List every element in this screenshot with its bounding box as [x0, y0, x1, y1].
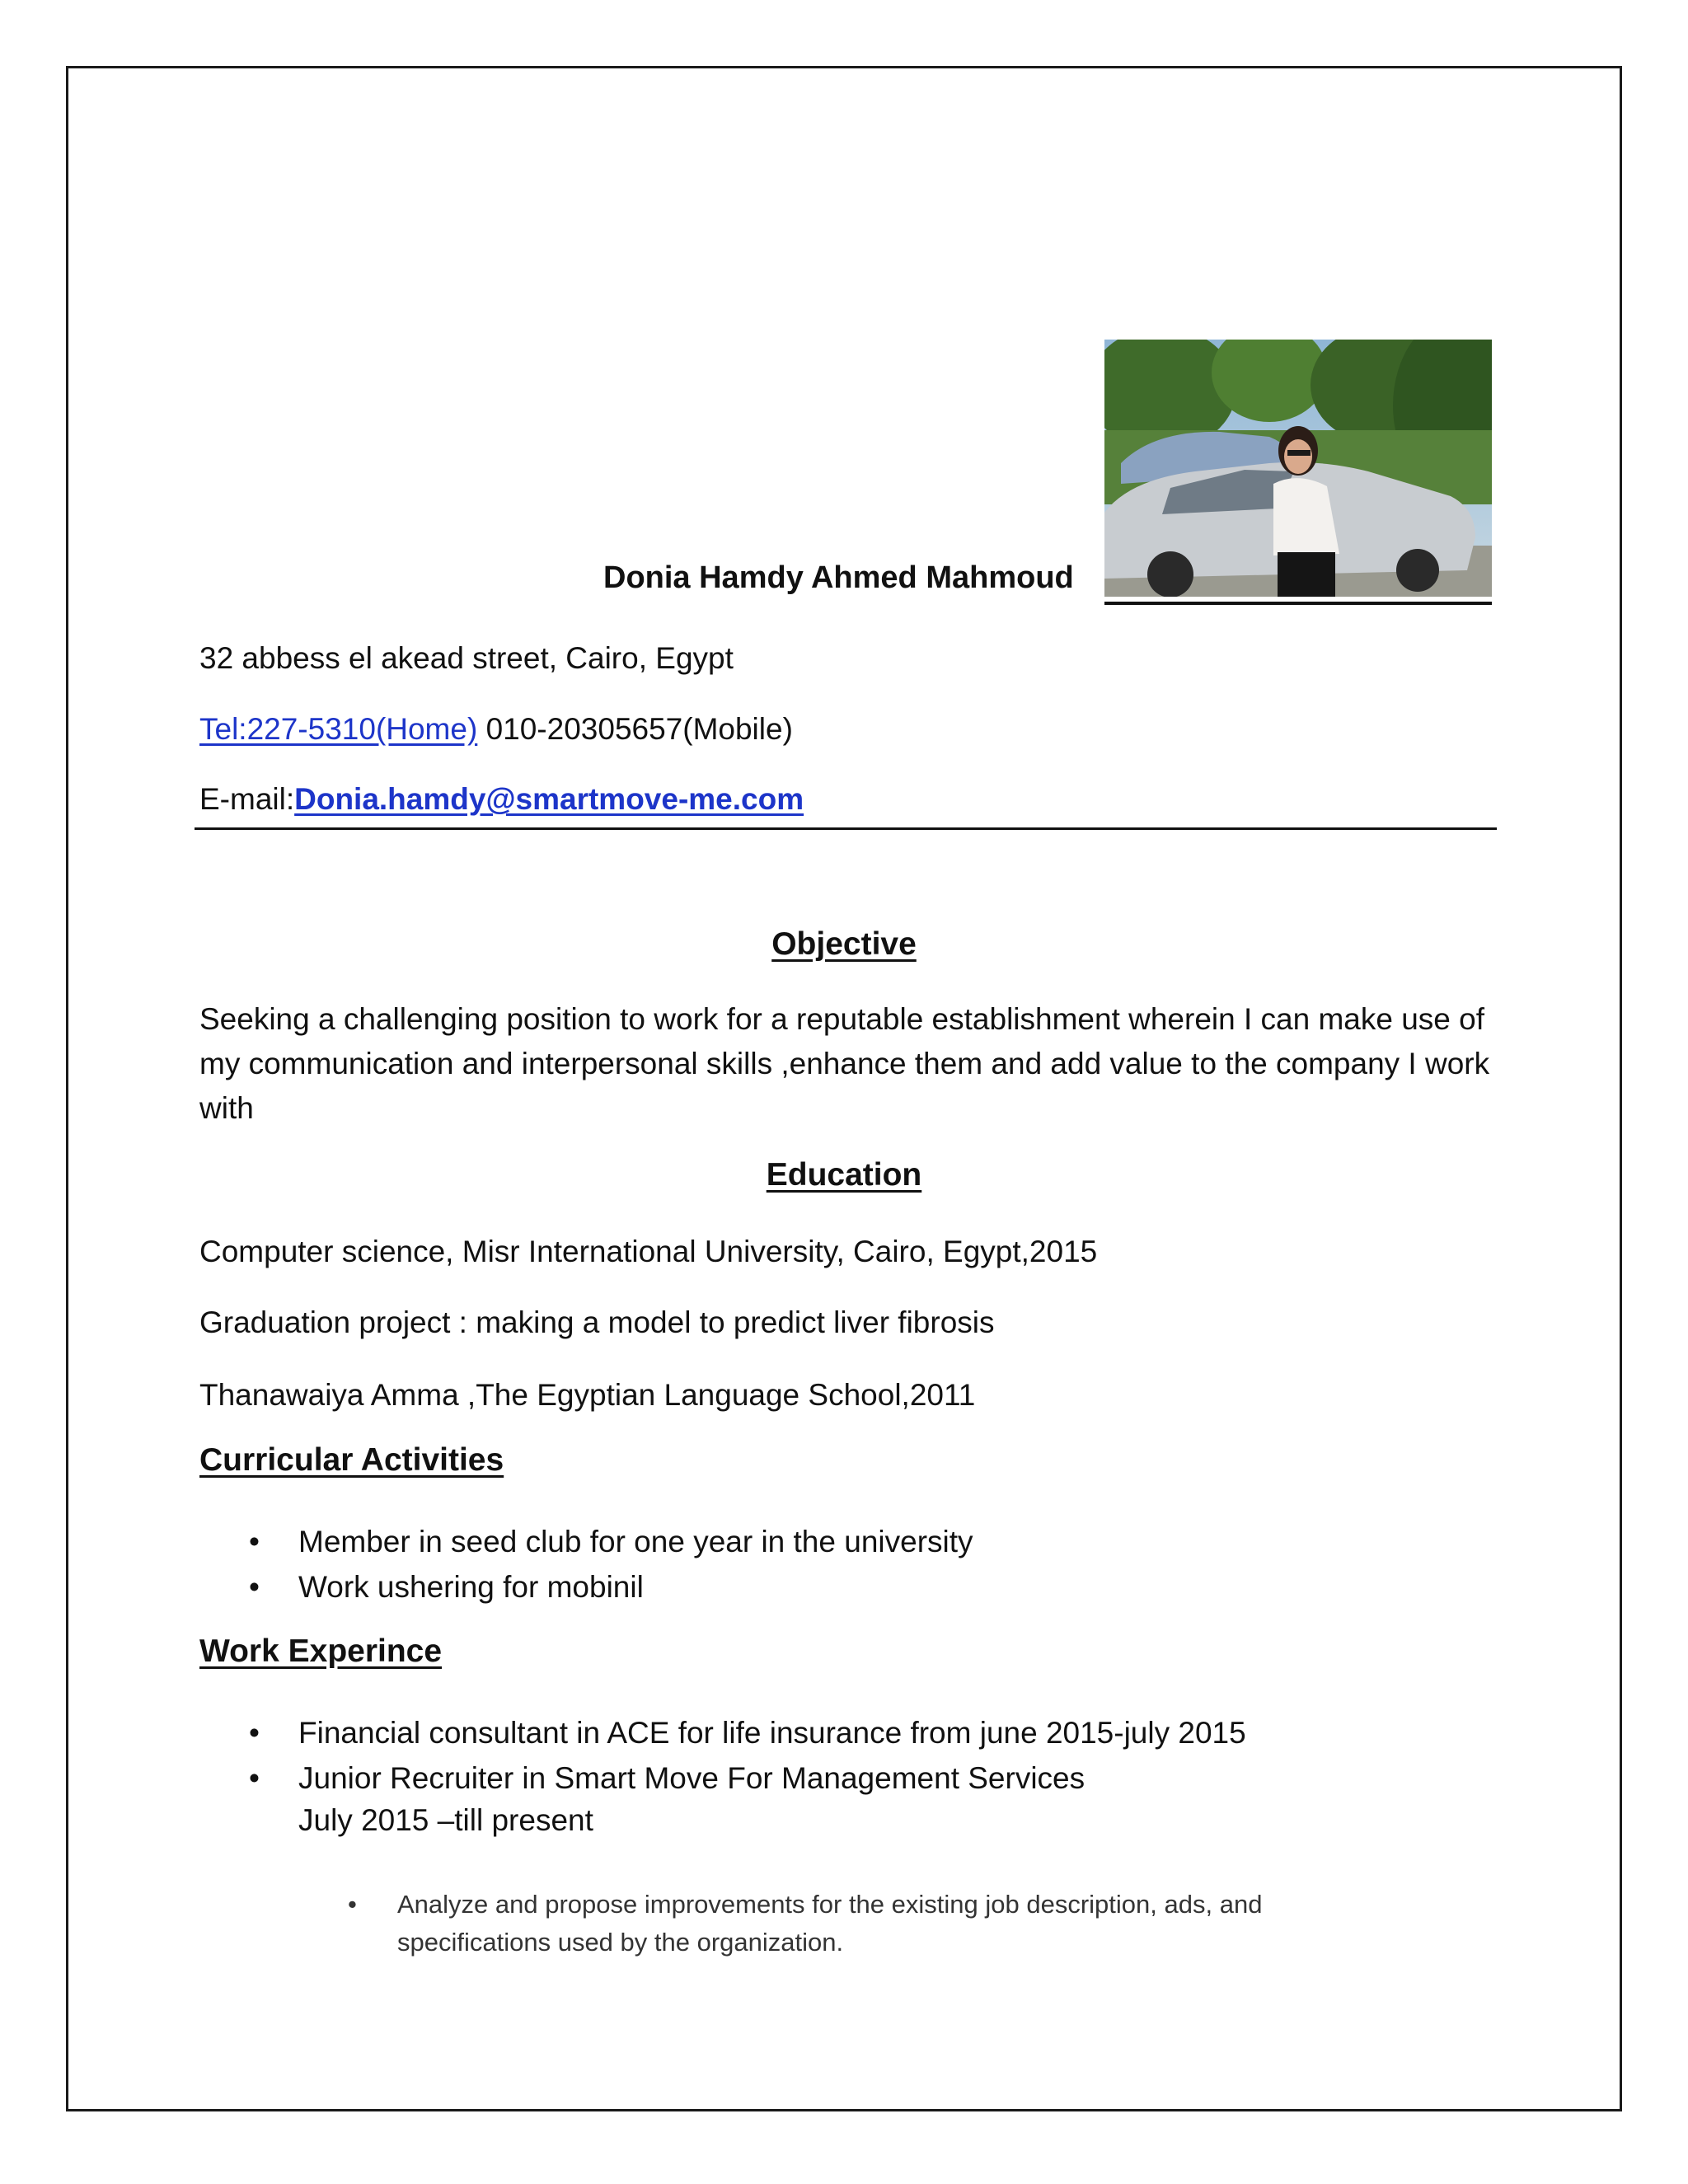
list-item [348, 1886, 1262, 1924]
objective-heading: Objective [771, 926, 917, 962]
education-heading: Education [766, 1157, 922, 1193]
education-line: Computer science, Misr International University, Cairo, Egypt,2015 [199, 1235, 1098, 1268]
list-item-text: Member in seed club for one year in the university [298, 1525, 973, 1558]
list-item [199, 1755, 1246, 1840]
activities-list [199, 1519, 973, 1610]
address: 32 abbess el akead street, Cairo, Egypt [199, 641, 734, 675]
list-item-text: Junior Recruiter in Smart Move For Management Services [298, 1761, 1085, 1795]
email-line [199, 777, 804, 822]
objective-text: Seeking a challenging position to work for a reputable establishment wherein I can make use of my communication and interpersonal skills ,enhance them and add value to the company I work with [199, 1002, 1490, 1125]
bullet-icon: • [249, 1570, 260, 1604]
home-phone-link[interactable]: Tel:227-5310(Home) [199, 712, 478, 746]
work-list [199, 1710, 1246, 1840]
email-label: E-mail: [199, 782, 295, 816]
list-item-text: Work ushering for mobinil [298, 1570, 644, 1604]
name-underline [1104, 602, 1492, 605]
email-link[interactable]: Donia.hamdy@smartmove-me.com [294, 782, 804, 816]
list-item [199, 1519, 973, 1564]
bullet-icon: • [249, 1525, 260, 1558]
list-item [199, 1564, 973, 1610]
profile-photo [1104, 340, 1492, 597]
bullet-icon: • [249, 1761, 260, 1795]
list-item [348, 1924, 1262, 1961]
bullet-icon: • [249, 1716, 260, 1750]
job-dates: July 2015 –till present [298, 1803, 593, 1837]
list-item-text: Financial consultant in ACE for life insurance from june 2015-july 2015 [298, 1716, 1246, 1750]
candidate-name: Donia Hamdy Ahmed Mahmoud [603, 560, 1074, 595]
phone-line [199, 707, 793, 752]
education-line: Graduation project : making a model to predict liver fibrosis [199, 1305, 995, 1339]
list-item-text: Analyze and propose improvements for the existing job description, ads, and [397, 1890, 1263, 1919]
list-item [199, 1710, 1246, 1755]
contact-divider [195, 827, 1497, 830]
mobile-phone: 010-20305657(Mobile) [485, 712, 793, 746]
work-heading: Work Experince [199, 1633, 443, 1669]
bullet-icon: • [348, 1890, 357, 1919]
list-item-text: specifications used by the organization. [397, 1928, 844, 1957]
duties-list [348, 1886, 1262, 1961]
education-line: Thanawaiya Amma ,The Egyptian Language School,2011 [199, 1378, 976, 1412]
activities-heading: Curricular Activities [199, 1442, 504, 1478]
